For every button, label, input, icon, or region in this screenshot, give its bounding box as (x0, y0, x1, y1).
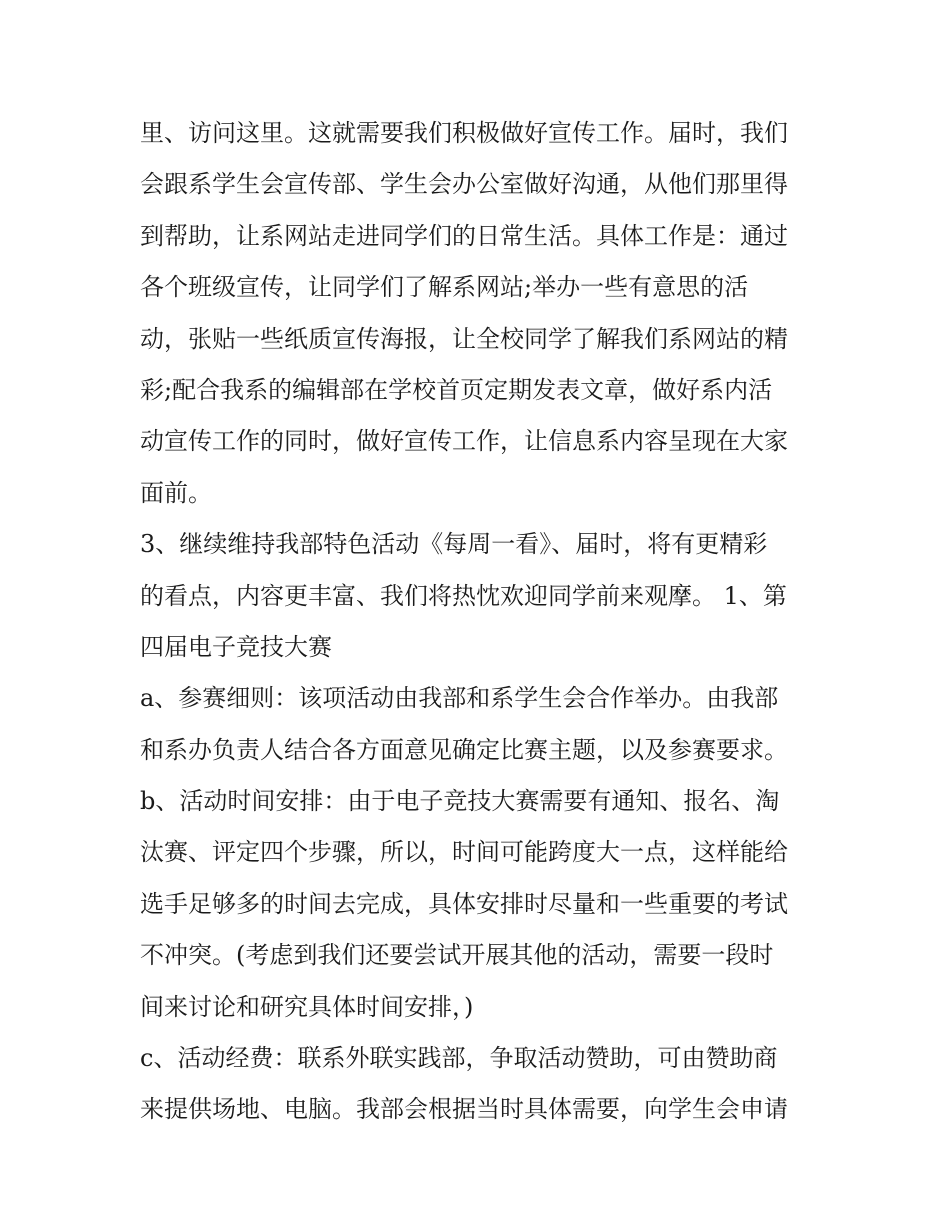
text-line: 的看点，内容更丰富、我们将热忱欢迎同学前来观摩。 1、第 (140, 581, 787, 610)
text-line: 里、访问这里。这就需要我们积极做好宣传工作。届时，我们 (140, 119, 788, 147)
text-line: 间来讨论和研究具体时间安排，) (140, 992, 474, 1021)
document-body (140, 108, 820, 1136)
text-line: c、活动经费：联系外联实践部，争取活动赞助，可由赞助商 (140, 1044, 778, 1073)
text-line: 彩;配合我系的编辑部在学校首页定期发表文章，做好系内活 (140, 375, 773, 404)
text-line: 四届电子竞技大赛 (140, 632, 332, 661)
text-line: 选手足够多的时间去完成，具体安排时尽量和一些重要的考试 (140, 889, 788, 918)
text-line: 和系办负责人结合各方面意见确定比赛主题，以及参赛要求。 (140, 735, 788, 764)
text-line: 动宣传工作的同时，做好宣传工作，让信息系内容呈现在大家 (140, 427, 788, 456)
text-line: 汰赛、评定四个步骤，所以，时间可能跨度大一点，这样能给 (140, 838, 788, 867)
text-line: 面前。 (140, 478, 212, 507)
text-line: 不冲突。(考虑到我们还要尝试开展其他的活动，需要一段时 (140, 941, 774, 970)
text-line: 到帮助，让系网站走进同学们的日常生活。具体工作是：通过 (140, 221, 788, 250)
text-line: 各个班级宣传，让同学们了解系网站;举办一些有意思的活 (140, 273, 749, 302)
text-line: 来提供场地、电脑。我部会根据当时具体需要，向学生会申请 (140, 1095, 788, 1124)
text-line: 动，张贴一些纸质宣传海报，让全校同学了解我们系网站的精 (140, 324, 788, 353)
text-line: b、活动时间安排：由于电子竞技大赛需要有通知、报名、淘 (140, 787, 780, 816)
text-line: a、参赛细则：该项活动由我部和系学生会合作举办。由我部 (140, 684, 779, 713)
text-line: 会跟系学生会宣传部、学生会办公室做好沟通，从他们那里得 (140, 170, 788, 199)
text-line: 3、继续维持我部特色活动《每周一看》、届时，将有更精彩 (140, 530, 768, 559)
